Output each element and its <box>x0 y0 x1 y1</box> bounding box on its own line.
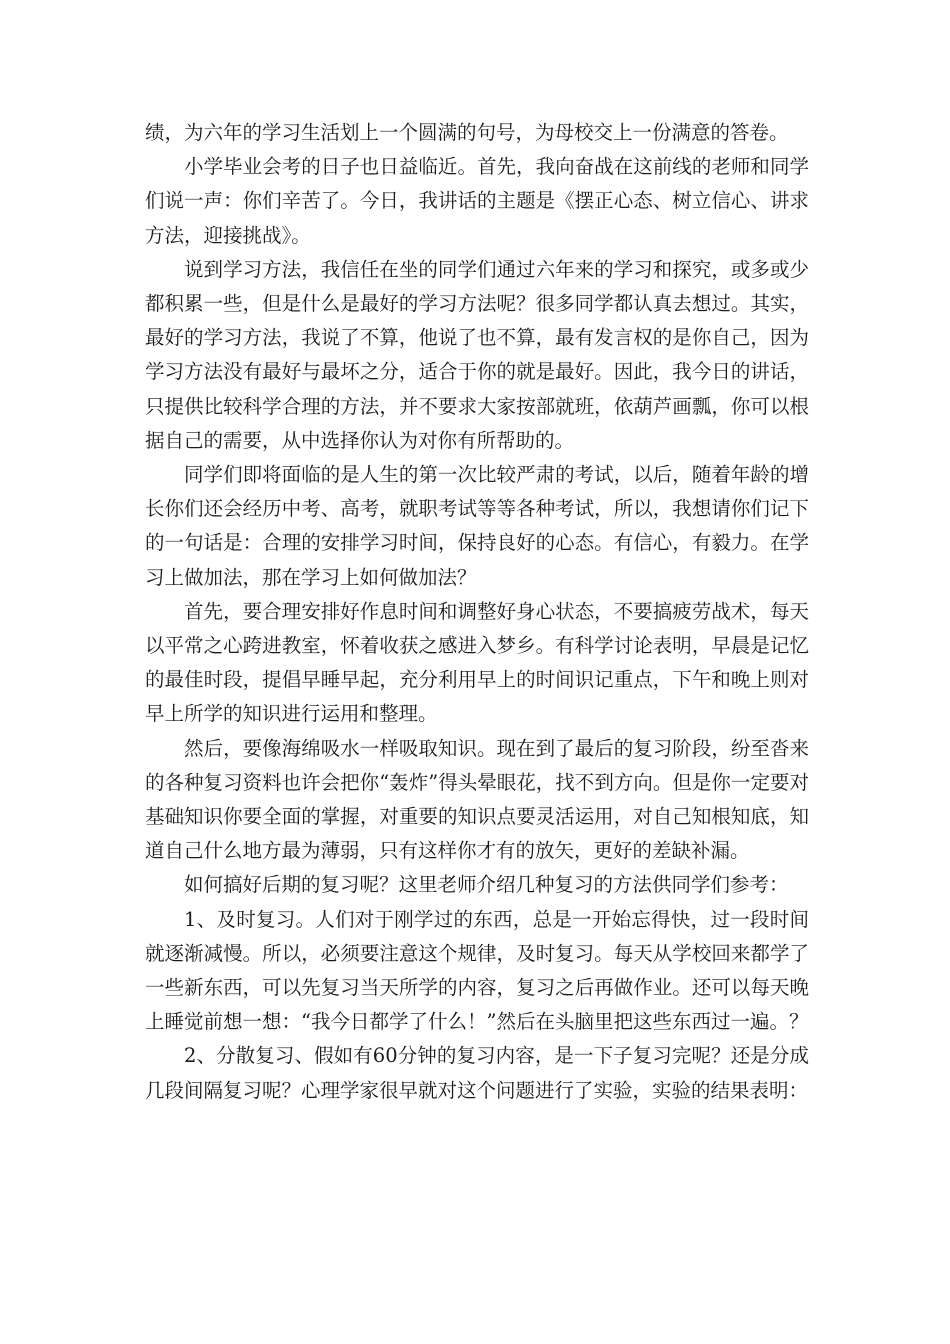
paragraph: 说到学习方法，我信任在坐的同学们通过六年来的学习和探究，或多或少都积累一些，但是什么是最好的学习方法呢？很多同学都认真去想过。其实，最好的学习方法，我说了不算，他说了也不算，最有发言权的是你自己，因为学习方法没有最好与最坏之分，适合于你的就是最好。因此，我今日的讲话，只提供比较科学合理的方法，并不要求大家按部就班，依葫芦画瓢，你可以根据自己的需要，从中选择你认为对你有所帮助的。 <box>145 257 809 452</box>
paragraph: 然后，要像海绵吸水一样吸取知识。现在到了最后的复习阶段，纷至沓来的各种复习资料也许会把你“轰炸”得头晕眼花，找不到方向。但是你一定要对基础知识你要全面的掌握，对重要的知识点要灵活运用，对自己知根知底，知道自己什么地方最为薄弱，只有这样你才有的放矢，更好的差缺补漏。 <box>145 736 809 863</box>
paragraph: 2、分散复习、假如有60分钟的复习内容，是一下子复习完呢？还是分成几段间隔复习呢？心理学家很早就对这个问题进行了实验，实验的结果表明： <box>145 1044 809 1102</box>
paragraph: 小学毕业会考的日子也日益临近。首先，我向奋战在这前线的老师和同学们说一声：你们辛苦了。今日，我讲话的主题是《摆正心态、树立信心、讲求方法，迎接挑战》。 <box>145 155 809 247</box>
paragraph: 绩，为六年的学习生活划上一个圆满的句号，为母校交上一份满意的答卷。 <box>145 121 789 144</box>
document-body <box>145 116 809 1108</box>
paragraph: 同学们即将面临的是人生的第一次比较严肃的考试，以后，随着年龄的增长你们还会经历中考、高考，就职考试等等各种考试，所以，我想请你们记下的一句话是：合理的安排学习时间，保持良好的心态。有信心，有毅力。在学习上做加法，那在学习上如何做加法？ <box>145 463 809 589</box>
paragraph: 首先，要合理安排好作息时间和调整好身心状态，不要搞疲劳战术，每天以平常之心跨进教室，怀着收获之感进入梦乡。有科学讨论表明，早晨是记忆的最佳时段，提倡早睡早起，充分利用早上的时间识记重点，下午和晚上则对早上所学的知识进行运用和整理。 <box>145 599 809 726</box>
paragraph: 如何搞好后期的复习呢？这里老师介绍几种复习的方法供同学们参考： <box>184 873 789 897</box>
paragraph: 1、及时复习。人们对于刚学过的东西，总是一开始忘得快，过一段时间就逐渐减慢。所以，必须要注意这个规律，及时复习。每天从学校回来都学了一些新东西，可以先复习当天所学的内容，复习之后再做作业。还可以每天晚上睡觉前想一想：“我今日都学了什么！”然后在头脑里把这些东西过一遍。？ <box>145 907 809 1034</box>
